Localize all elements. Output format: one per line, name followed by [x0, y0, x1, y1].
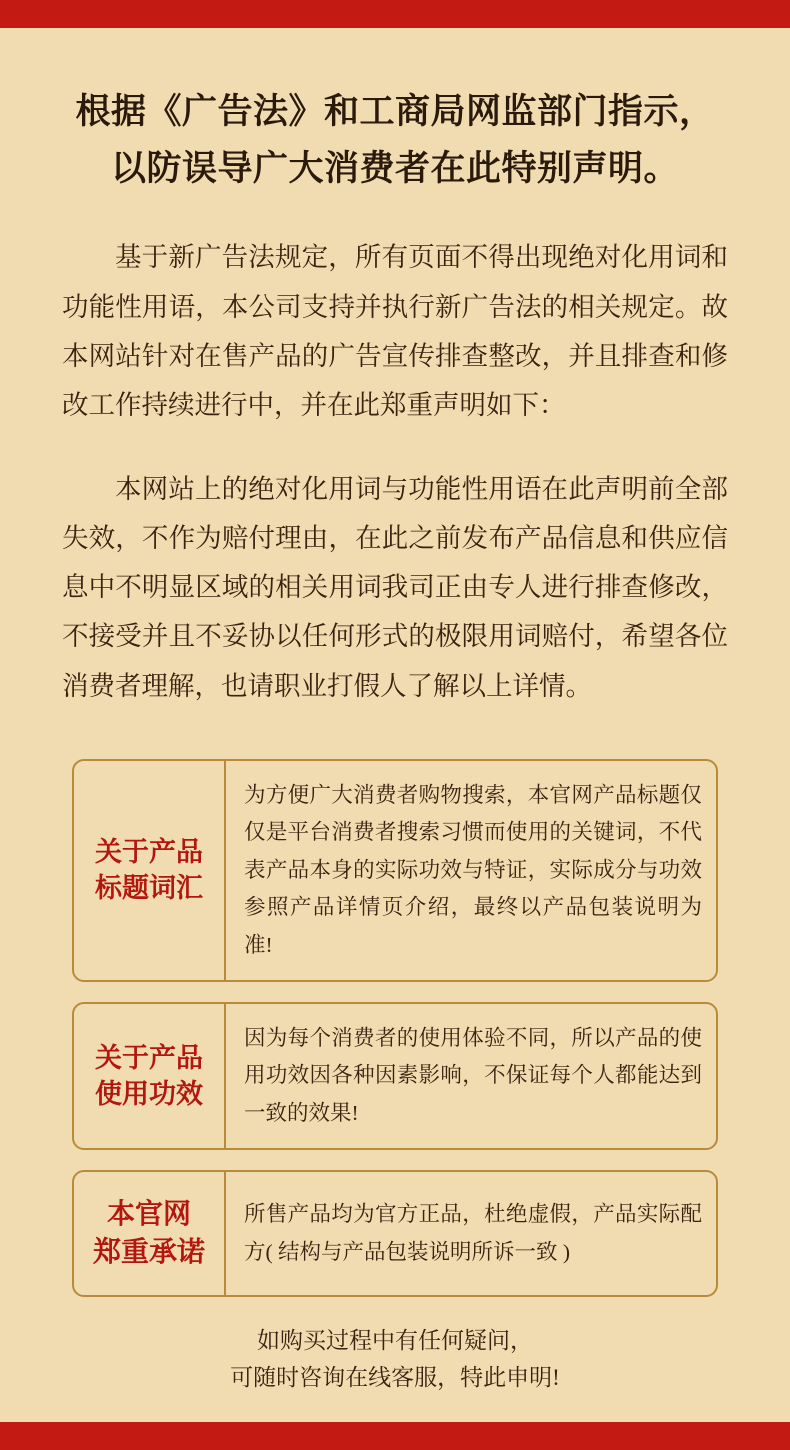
callout-3-label-line-1: 本官网: [106, 1198, 191, 1230]
callout-3-text: 所售产品均为官方正品，杜绝虚假，产品实际配方( 结构与产品包装说明所诉一致 ): [244, 1202, 702, 1264]
callout-1-label-line-2: 标题词汇: [95, 873, 203, 904]
callout-2-text: 因为每个消费者的使用体验不同，所以产品的使用功效因各种因素影响，不保证每个人都能达到一致的效果!: [244, 1025, 702, 1125]
callout-list: [0, 759, 790, 1297]
callout-3-label: [74, 1172, 226, 1295]
callout-2-label-line-1: 关于产品: [95, 1042, 203, 1073]
callout-official-promise: [72, 1170, 718, 1297]
page-title-line-1: 根据《广告法》和工商局网监部门指示，: [75, 92, 715, 131]
top-red-bar: [0, 0, 790, 28]
callout-1-label-line-1: 关于产品: [95, 836, 203, 867]
statement-paragraph-1: 基于新广告法规定，所有页面不得出现绝对化用词和功能性用语，本公司支持并执行新广告法的相关规定。故本网站针对在售产品的广告宣传排查整改，并且排查和修改工作持续进行中，并在此郑重声明如下：: [62, 242, 728, 421]
callout-1-text: 为方便广大消费者购物搜索，本官网产品标题仅仅是平台消费者搜索习惯而使用的关键词，不代表产品本身的实际功效与特证，实际成分与功效参照产品详情页介绍，最终以产品包装说明为准!: [244, 782, 702, 957]
page-title-line-2: 以防误导广大消费者在此特别声明。: [110, 148, 679, 188]
footer-line-1: 如购买过程中有任何疑问，: [257, 1327, 533, 1353]
callout-product-efficacy: [72, 1002, 718, 1150]
callout-product-title-terms: [72, 759, 718, 982]
callout-2-label-line-2: 使用功效: [95, 1079, 203, 1110]
statement-paragraph-2: 本网站上的绝对化用词与功能性用语在此声明前全部失效，不作为赔付理由，在此之前发布产品信息和供应信息中不明显区域的相关用词我司正由专人进行排查修改，不接受并且不妥协以任何形式的极限用词赔付，希望各位消费者理解，也请职业打假人了解以上详情。: [62, 473, 728, 701]
callout-3-label-line-2: 郑重承诺: [92, 1236, 205, 1268]
callout-2-label: [74, 1004, 226, 1148]
bottom-red-bar: [0, 1422, 790, 1450]
footer-note: [0, 1323, 790, 1397]
page-title: [0, 28, 790, 197]
statement-body: [0, 233, 790, 711]
callout-1-label: [74, 761, 226, 980]
footer-line-2: 可随时咨询在线客服，特此申明!: [230, 1364, 560, 1390]
statement-panel: [0, 28, 790, 1422]
